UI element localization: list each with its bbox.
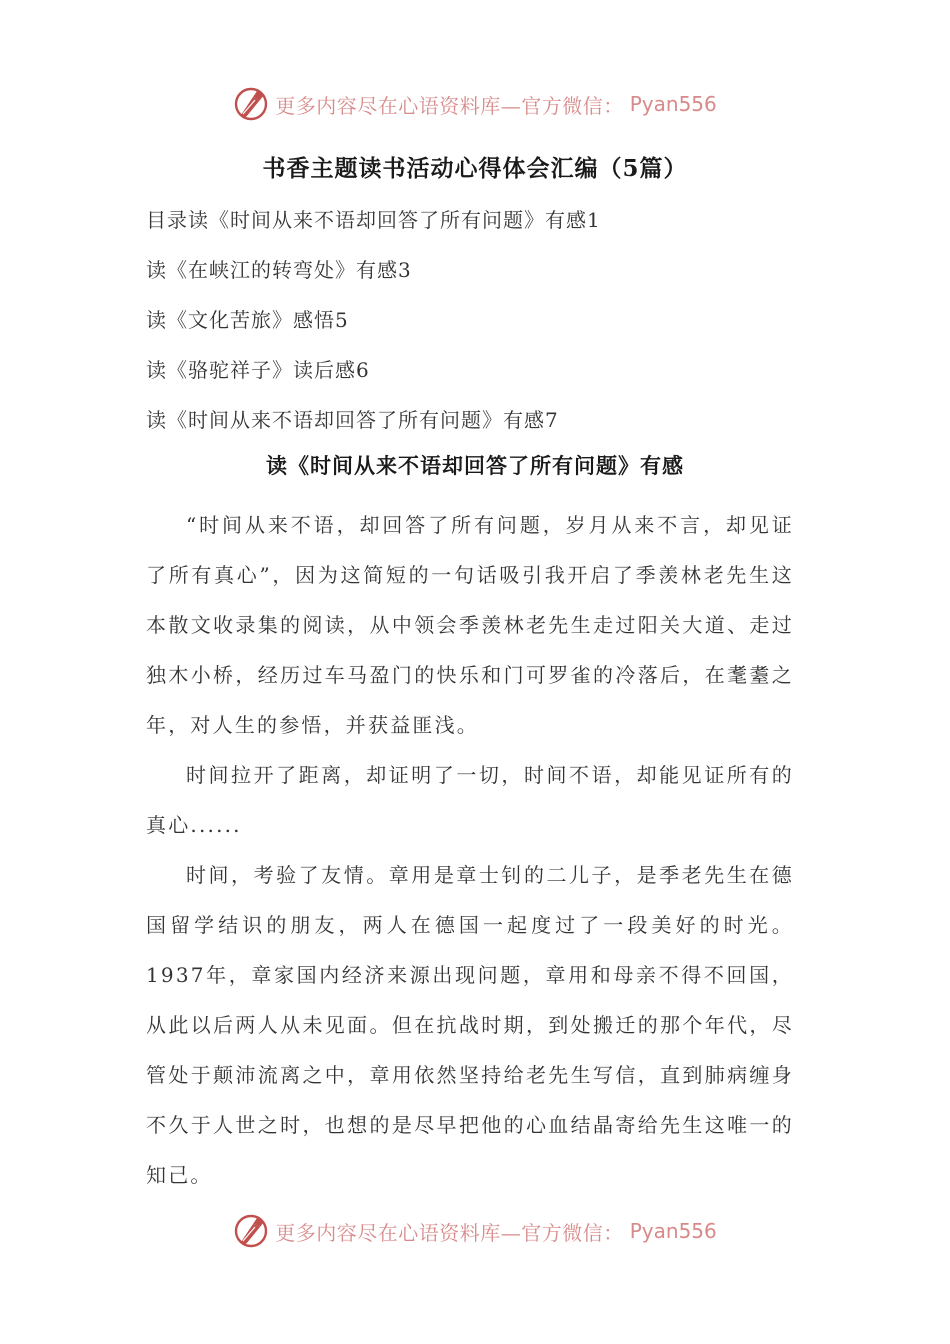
paragraph: 时间拉开了距离，却证明了一切，时间不语，却能见证所有的真心...... [146, 763, 794, 837]
pen-nib-logo-icon [233, 86, 269, 122]
banner-text: 更多内容尽在心语资料库—官方微信： [275, 1220, 624, 1245]
header-banner [0, 82, 950, 126]
table-of-contents [146, 200, 806, 450]
banner-wechat-id: Pyan556 [629, 1219, 717, 1243]
toc-item[interactable]: 读《在峡江的转弯处》有感3 [146, 258, 412, 282]
article-body [146, 500, 794, 1200]
toc-item[interactable]: 读《骆驼祥子》读后感6 [146, 358, 370, 382]
toc-item[interactable]: 读《时间从来不语却回答了所有问题》有感7 [146, 408, 559, 432]
banner-wechat-id: Pyan556 [629, 92, 717, 116]
paragraph: “时间从来不语，却回答了所有问题，岁月从来不言，却见证了所有真心”，因为这简短的一句话吸引我开启了季羡林老先生这本散文收录集的阅读，从中领会季羡林老先生走过阳关大道、走过独木小桥，经历过车马盈门的快乐和门可罗雀的冷落后，在耄耋之年，对人生的参悟，并获益匪浅。 [146, 513, 794, 737]
footer-banner [0, 1209, 950, 1253]
pen-nib-logo-icon [233, 1213, 269, 1249]
toc-item[interactable]: 读《文化苦旅》感悟5 [146, 308, 349, 332]
section-title: 读《时间从来不语却回答了所有问题》有感 [266, 453, 684, 478]
toc-item[interactable]: 目录读《时间从来不语却回答了所有问题》有感1 [146, 208, 601, 232]
document-title: 书香主题读书活动心得体会汇编（5篇） [262, 155, 688, 182]
paragraph: 时间，考验了友情。章用是章士钊的二儿子，是季老先生在德国留学结识的朋友，两人在德国一起度过了一段美好的时光。1937年，章家国内经济来源出现问题，章用和母亲不得不回国，从此以后两人从未见面。但在抗战时期，到处搬迁的那个年代，尽管处于颠沛流离之中，章用依然坚持给老先生写信，直到肺病缠身不久于人世之时，也想的是尽早把他的心血结晶寄给先生这唯一的知己。 [146, 863, 794, 1187]
banner-text: 更多内容尽在心语资料库—官方微信： [275, 93, 624, 118]
